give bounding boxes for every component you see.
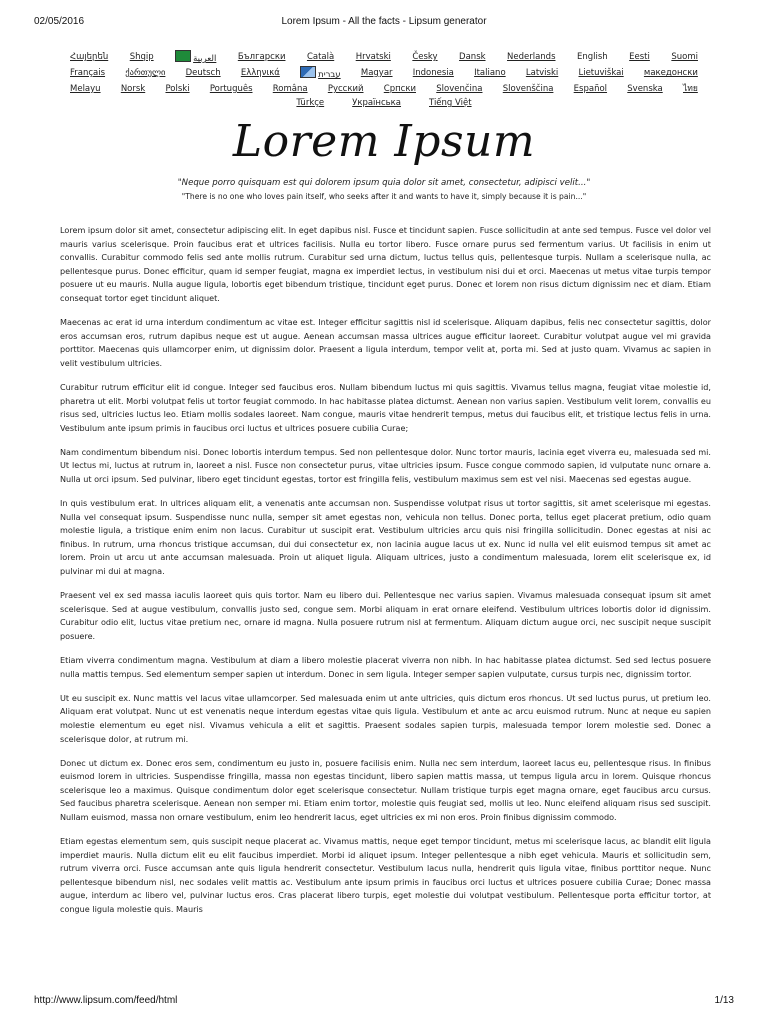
language-link[interactable] <box>70 50 108 66</box>
language-menu <box>60 50 708 110</box>
language-label: Español <box>573 84 608 94</box>
print-header <box>34 16 734 30</box>
print-title: Lorem Ipsum - All the facts - Lipsum generator <box>281 16 487 27</box>
language-link[interactable] <box>574 82 607 96</box>
language-link[interactable] <box>578 66 623 82</box>
language-link[interactable] <box>629 50 650 66</box>
print-date: 02/05/2016 <box>34 16 85 27</box>
paragraph: Praesent vel ex sed massa iaculis laoreet quis quis tortor. Nam eu libero dui. Pellentesque nec varius sapien. Vivamus malesuada consequat ipsum sit amet scelerisque. Sed at augue vestibulum, convallis justo sed, congue sem. Morbi aliquam in erat ornare eleifend. Vestibulum ultrices lobortis dolor id dignissim. Curabitur odio elit, luctus vitae pretium nec, ornare id magna. Nulla posuere rutrum nisl at fermentum. Aliquam dictum augue orci, nec suscipit neque suscipit posuere. <box>60 590 711 641</box>
language-link[interactable] <box>307 50 334 66</box>
language-label: עברית <box>318 70 341 80</box>
language-link[interactable] <box>627 82 662 96</box>
paragraph: Etiam egestas elementum sem, quis suscipit neque placerat ac. Vivamus mattis, neque eget tempor tincidunt, metus mi scelerisque lacus, ac blandit elit ligula imperdiet mauris. Nulla dictum elit eu elit faucibus imperdiet. Morbi id aliquet ipsum. Integer pellentesque a nibh eget vehicula. Mauris et sollicitudin sem, rutrum viverra orci. Fusce accumsan ante quis ligula hendrerit consectetur. Vestibulum lacus nulla, hendrerit quis ligula vitae, finibus porttitor neque. Nunc pellentesque bibendum nisl, nec sodales velit mattis ac. Vestibulum ante ipsum primis in faucibus orci luctus et ultrices posuere cubilia Curae; Donec massa augue, interdum ac libero vel, pulvinar luctus eros. Cras placerat libero turpis, eget molestie dui volutpat vestibulum. Pellentesque porta efficitur tortor, at congue ligula molestie quis. Mauris <box>60 836 711 915</box>
paragraph: Nam condimentum bibendum nisi. Donec lobortis interdum tempus. Sed non pellentesque dolor. Nunc tortor mauris, lacinia eget viverra eu, malesuada sed mi. Ut lectus mi, luctus at rutrum in, laoreet a nisl. Fusce non consectetur purus, vitae ultricies ipsum. Fusce congue commodo sapien, id vulputate nunc ornare a. Nulla ut orci ipsum. Sed pulvinar, libero eget tincidunt egestas, tortor est fringilla felis, vestibulum maximus sem est vel nisi. Maecenas sed egestas augue. <box>60 446 711 484</box>
language-label: Latviski <box>525 68 559 78</box>
language-link[interactable] <box>175 50 216 66</box>
language-link[interactable] <box>186 66 221 82</box>
language-label: Tiếng Việt <box>429 98 472 108</box>
language-link[interactable] <box>474 66 506 82</box>
language-link[interactable] <box>125 66 165 82</box>
language-label: Hrvatski <box>355 52 391 62</box>
paragraph: Donec ut dictum ex. Donec eros sem, condimentum eu justo in, posuere facilisis enim. Nulla nec sem interdum, laoreet lacus eu, pellentesque risus. In finibus euismod lorem in ultricies. Suspendisse fringilla, massa non egestas tincidunt, libero sapien mattis massa, ut tempus ligula arcu in lorem. Quisque rhoncus scelerisque leo a maximus. Quisque condimentum dolor eget scelerisque consectetur. Nullam tristique turpis eget magna ornare, eget faucibus arcu cursus. Sed faucibus pharetra scelerisque. Aenean non semper mi. Etiam enim tortor, molestie quis feugiat sed, mollis ut leo. Nunc eleifend aliquam risus sed suscipit. Nullam euismod, massa non ornare vestibulum, enim leo hendrerit lacus, eget ultricies ex mi non eros. Proin finibus dignissim commodo. <box>60 757 711 822</box>
language-label: Türkçe <box>296 98 325 108</box>
language-label: Indonesia <box>412 68 454 78</box>
language-link[interactable] <box>429 96 472 110</box>
language-link[interactable] <box>526 66 558 82</box>
language-link[interactable] <box>300 66 341 82</box>
language-link[interactable] <box>165 82 189 96</box>
language-label: Melayu <box>70 84 101 94</box>
language-link[interactable] <box>577 50 608 66</box>
language-label: Česky <box>412 52 438 62</box>
language-label: Português <box>209 84 253 94</box>
language-row <box>70 50 698 66</box>
language-label: Polski <box>165 84 190 94</box>
language-label: Deutsch <box>185 68 221 78</box>
language-link[interactable] <box>413 66 454 82</box>
language-label: Slovenščina <box>502 84 554 94</box>
language-link[interactable] <box>507 50 556 66</box>
paragraph: Ut eu suscipit ex. Nunc mattis vel lacus vitae ullamcorper. Sed malesuada enim ut ante ultricies, quis dictum eros rhoncus. Ut sed luctus purus, ut pretium leo. Aliquam erat volutpat. Nunc ut est venenatis neque interdum egestas vitae quis ligula. Vestibulum et ante ac arcu euismod rutrum. Nunc at neque eu sapien molestie elementum eu eget nisl. Vivamus vehicula a elit et sagittis. Praesent sodales sapien turpis, malesuada tempor lorem molestie sed. Donec a scelerisque dolor, at rutrum mi. <box>60 692 711 744</box>
language-label: Slovenčina <box>436 84 483 94</box>
language-link[interactable] <box>210 82 253 96</box>
language-link[interactable] <box>328 82 364 96</box>
language-label: Lietuviškai <box>578 68 624 78</box>
language-link[interactable] <box>384 82 416 96</box>
paragraph: Maecenas ac erat id urna interdum condimentum ac vitae est. Integer efficitur sagittis nisl id scelerisque. Aliquam dapibus, felis nec consectetur sagittis, dolor eros accumsan eros, rutrum dapibus neque est ut augue. Aenean accumsan massa ultrices augue efficitur laoreet. Curabitur volutpat augue vel mi gravida porttitor. Maecenas quis ullamcorper enim, ut dignissim dolor. Praesent a ligula interdum, tempor velit at, porta mi. Sed at justo quam. Vivamus ac sapien in velit vestibulum ultricies. <box>60 317 711 368</box>
language-label: Հայերեն <box>70 52 109 62</box>
paragraph: Curabitur rutrum efficitur elit id congue. Integer sed faucibus eros. Nullam bibendum luctus mi quis sagittis. Vivamus tellus magna, feugiat vitae molestie id, pharetra ut elit. Morbi volutpat felis ut tortor feugiat commodo. In hac habitasse platea dictumst. Aenean non varius sapien. Vestibulum velit lorem, convallis eu risus sed, ultricies luctus leo. Etiam mollis sodales laoreet. Nam congue, mauris vitae hendrerit tempus, metus dui faucibus elit, et tristique lectus felis in urna. Vestibulum ante ipsum primis in faucibus orci luctus et ultrices posuere cubilia Curae; <box>60 381 711 433</box>
language-link[interactable] <box>296 96 324 110</box>
flag-icon <box>175 50 191 62</box>
language-label: македонски <box>643 68 698 78</box>
language-link[interactable] <box>644 66 698 82</box>
language-label: Ελληνικά <box>240 68 280 78</box>
language-label: Dansk <box>459 52 486 62</box>
site-logo[interactable]: Lorem Ipsum <box>232 116 536 167</box>
language-link[interactable] <box>436 82 482 96</box>
paragraph: Lorem ipsum dolor sit amet, consectetur adipiscing elit. In eget dapibus nisl. Fusce et tincidunt sapien. Fusce sollicitudin at ante sed tempus. Fusce vel dolor vel mauris varius scelerisque. Proin faucibus erat et ultrices facilisis. Nulla eu tortor libero. Fusce ornare purus sed fermentum varius. Ut facilisis in enim ut convallis. Curabitur commodo felis sed ante mollis rutrum. Curabitur sed urna dictum, luctus tellus quis, pellentesque turpis. Nullam a scelerisque nulla, ac pellentesque purus. Donec efficitur, quam id semper feugiat, magna ex imperdiet lectus, in vestibulum nisi dui et orci. Maecenas ut metus vitae turpis tempor posuere ut eu mauris. Nulla augue ligula, lobortis eget bibendum tristique, tincidunt eget purus. Donec et lorem non risus dictum dignissim nec et diam. Etiam consequat tortor eget tincidunt aliquet. <box>60 225 711 303</box>
language-label: Català <box>306 52 335 62</box>
language-link[interactable] <box>70 82 101 96</box>
language-label: Български <box>237 52 286 62</box>
language-label: Shqip <box>129 52 154 62</box>
paragraph: Etiam viverra condimentum magna. Vestibulum at diam a libero molestie placerat viverra non nibh. In hac habitasse platea dictumst. Sed sed lectus posuere nulla mattis tempus. Sed elementum semper sapien ut interdum. Donec in sem ligula. Integer semper sapien vulputate, cursus turpis nec, dignissim tortor. <box>60 655 711 679</box>
latin-quote: "Neque porro quisquam est qui dolorem ipsum quia dolor sit amet, consectetur, adipisci velit..." <box>177 178 591 188</box>
language-row <box>70 66 698 82</box>
print-footer <box>34 995 734 1009</box>
language-row <box>70 82 698 96</box>
language-link[interactable] <box>356 50 391 66</box>
language-link[interactable] <box>121 82 145 96</box>
language-link[interactable] <box>70 66 105 82</box>
language-link[interactable] <box>241 66 280 82</box>
language-link[interactable] <box>459 50 486 66</box>
language-label: Français <box>70 68 106 78</box>
language-link[interactable] <box>352 96 401 110</box>
language-label: Svenska <box>627 84 663 94</box>
language-link[interactable] <box>361 66 393 82</box>
language-label: English <box>576 52 608 62</box>
language-link[interactable] <box>273 82 308 96</box>
language-label: Pусский <box>327 84 364 94</box>
quote-translation: "There is no one who loves pain itself, who seeks after it and wants to have it, simply because it is pain..." <box>181 192 587 201</box>
language-label: Norsk <box>120 84 146 94</box>
language-label: Româna <box>272 84 308 94</box>
language-row <box>70 96 698 110</box>
language-label: Српски <box>383 84 416 94</box>
language-label: Eesti <box>629 52 650 62</box>
language-link[interactable] <box>238 50 286 66</box>
paragraph: In quis vestibulum erat. In ultrices aliquam elit, a venenatis ante accumsan non. Suspendisse volutpat risus ut tortor sagittis, sit amet scelerisque mi egestas. Nulla vel consequat ipsum. Suspendisse nunc nulla, semper sit amet egestas non, vehicula non tellus. Donec porta, tellus eget placerat pretium, odio quam molestie ligula, a tristique enim enim non lacus. Curabitur ut suscipit erat. Vestibulum ultricies arcu quis nisi fringilla sollicitudin. Donec egestas at nisi ac finibus. In rutrum, urna rhoncus tristique accumsan, dui dui consectetur ex, non lacinia augue lacus ut ex. Nunc id nulla vel elit euismod tempus sit amet ac lorem. Proin ut arcu ut ante accumsan malesuada. Proin ut aliquet ligula. Aliquam ultrices, justo a condimentum malesuada, lorem elit scelerisque ex, id pulvinar mi dui at magna. <box>60 498 711 577</box>
print-url: http://www.lipsum.com/feed/html <box>34 995 178 1006</box>
language-label: Nederlands <box>507 52 556 62</box>
flag-icon <box>300 66 316 78</box>
language-label: العربية <box>193 54 217 64</box>
language-label: Magyar <box>360 68 393 78</box>
page-number: 1/13 <box>714 995 734 1006</box>
language-label: Suomi <box>671 52 698 62</box>
language-label: Italiano <box>474 68 506 78</box>
language-label: ไทย <box>682 84 698 94</box>
language-link[interactable] <box>671 50 698 66</box>
language-link[interactable] <box>130 50 154 66</box>
language-link[interactable] <box>683 82 698 96</box>
lorem-content <box>60 224 711 927</box>
language-label: Українська <box>352 98 402 108</box>
language-link[interactable] <box>503 82 554 96</box>
language-link[interactable] <box>412 50 437 66</box>
language-label: ქართული <box>125 68 166 78</box>
